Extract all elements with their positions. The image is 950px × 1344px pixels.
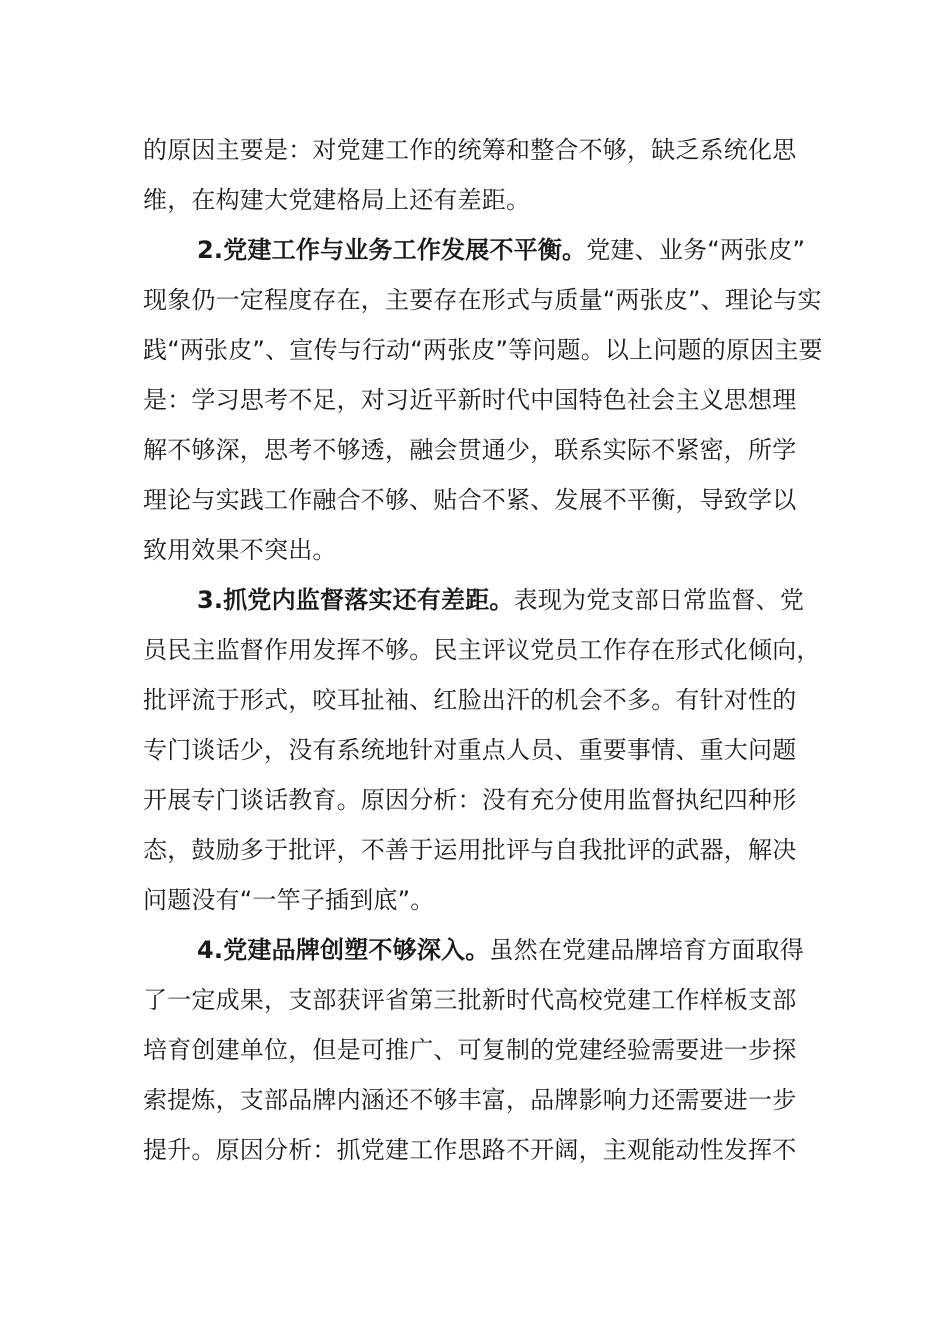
section-3-first-line-text: 表现为党支部日常监督、党 [513,586,805,614]
section-2-line-1: 现象仍一定程度存在，主要存在形式与质量“两张皮”、理论与实 [143,286,822,314]
section-2-line-6: 致用效果不突出。 [143,536,337,564]
intro-line-1: 的原因主要是：对党建工作的统筹和整合不够，缺乏系统化思 [143,136,797,164]
section-2-first-line [197,225,823,275]
section-4-first-line [197,925,823,975]
section-4-line-2: 培育创建单位，但是可推广、可复制的党建经验需要进一步探 [143,1036,797,1064]
section-3-line-4: 开展专门谈话教育。原因分析：没有充分使用监督执纪四种形 [143,786,797,814]
section-2-line-4: 解不够深，思考不够透，融会贯通少，联系实际不紧密，所学 [143,436,797,464]
section-4-line-3: 索提炼，支部品牌内涵还不够丰富，品牌影响力还需要进一步 [143,1086,797,1114]
section-3-first-line [197,575,823,625]
section-3-line-3: 专门谈话少，没有系统地针对重点人员、重要事情、重大问题 [143,736,797,764]
section-3-line-6: 问题没有“一竿子插到底”。 [143,886,435,914]
section-3-heading: 3.抓党内监督落实还有差距。 [197,586,514,614]
section-3-line-5: 态，鼓励多于批评，不善于运用批评与自我批评的武器，解决 [143,836,797,864]
section-4-first-line-text: 虽然在党建品牌培育方面取得 [489,936,805,964]
section-3-line-1: 员民主监督作用发挥不够。民主评议党员工作存在形式化倾向， [143,636,821,664]
section-2-line-2: 践“两张皮”、宣传与行动“两张皮”等问题。以上问题的原因主要 [143,336,823,364]
section-2-heading: 2.党建工作与业务工作发展不平衡。 [197,236,587,264]
section-4-line-4: 提升。原因分析：抓党建工作思路不开阔，主观能动性发挥不 [143,1136,797,1164]
intro-line-2: 维，在构建大党建格局上还有差距。 [143,186,531,214]
section-4-heading: 4.党建品牌创塑不够深入。 [197,936,490,964]
section-3-line-2: 批评流于形式，咬耳扯袖、红脸出汗的机会不多。有针对性的 [143,686,797,714]
section-2-first-line-text: 党建、业务“两张皮” [586,236,806,264]
section-2-line-5: 理论与实践工作融合不够、贴合不紧、发展不平衡，导致学以 [143,486,797,514]
section-4-line-1: 了一定成果，支部获评省第三批新时代高校党建工作样板支部 [143,986,797,1014]
section-2-line-3: 是：学习思考不足，对习近平新时代中国特色社会主义思想理 [143,386,797,414]
